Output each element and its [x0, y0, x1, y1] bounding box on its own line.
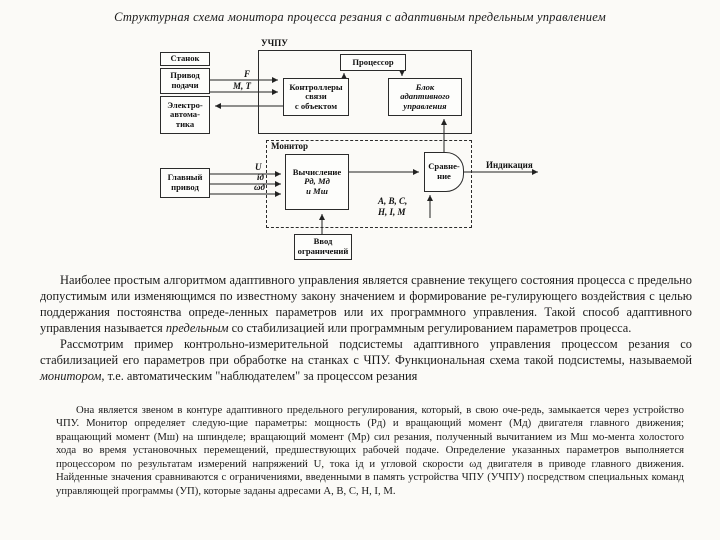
box-object-controllers-label2: связи: [305, 91, 327, 102]
signal-f: [244, 69, 250, 79]
box-adaptive-control: [388, 78, 462, 116]
box-stanok-label: Станок: [170, 53, 200, 64]
box-compute: [285, 154, 349, 210]
box-adaptive-control-label2: адаптивного: [400, 91, 450, 102]
box-constraints-input: [294, 234, 352, 260]
signal-f-text: F: [244, 69, 251, 79]
box-stanok: [160, 52, 210, 66]
signal-mt-text: M, T: [233, 81, 251, 91]
indication-label: [486, 160, 533, 170]
box-electroautomatics-label2: автома-: [170, 109, 200, 120]
signal-addresses-abc: [378, 196, 407, 206]
box-object-controllers-label3: с объектом: [294, 100, 338, 111]
signal-id: [257, 172, 264, 182]
box-compute-label2: Pд, Mд: [304, 176, 330, 187]
box-feed-drive-label: Привод: [170, 70, 200, 81]
monitor-label: [271, 141, 308, 151]
box-compare-label: Сравне-: [428, 161, 460, 172]
paragraph-1: [40, 272, 692, 336]
box-object-controllers-label: Контроллеры: [289, 81, 343, 92]
box-compute-label: Вычисление: [292, 166, 342, 177]
paragraph-2: [40, 336, 692, 384]
page-title: [0, 10, 720, 25]
box-constraints-input-label2: ограничений: [297, 246, 349, 256]
signal-wd-text: ωд: [254, 182, 265, 192]
box-feed-drive: [160, 68, 210, 94]
signal-wd: [254, 182, 265, 192]
box-constraints-input-label: Ввод: [313, 236, 333, 247]
box-object-controllers: [283, 78, 349, 116]
uchpu-label-text: УЧПУ: [261, 38, 288, 48]
box-electroautomatics-label: Электро-: [167, 99, 203, 110]
box-processor-label: Процессор: [352, 56, 394, 67]
page-title-text: Структурная схема монитора процесса резания с адаптивным предельным управлением: [114, 10, 606, 24]
box-main-drive-label: Главный: [167, 172, 203, 183]
box-compare: [424, 152, 464, 192]
box-feed-drive-label2: подачи: [171, 80, 199, 90]
paragraph-1-text: Наиболее простым алгоритмом адаптивного управления является сравнение текущего состояния процесса с предельно допустимым или изменяющимся по известному закону значением и формирование ре-гулирующего воздействия с целью поддержания постоянства опреде-ленных параметров или их программного управления. Такой способ адаптивного управления называется: [40, 273, 692, 335]
indication-label-text: Индикация: [486, 160, 533, 170]
paragraph-1-emphasis: предельным: [165, 321, 229, 335]
signal-addresses-abc-text: A, B, C,: [378, 196, 408, 206]
paragraph-3-text: Она является звеном в контуре адаптивного предельного регулирования, который, в свою оче-редь, замыкается через устройство ЧПУ. Монитор определяет следую-щие параметры: мощность (Pд) и вращающий момент (Mд) двигателя главного движения; вращающий момент (Mш) на шпинделе; вращающий момент (Mр) сил резания, полученный вычитанием из Mш мо-мента холостого хода во время установочных перемещений, предшествующих рабочей подаче. Определение указанных параметров выполняется процессором по результатам измерений напряжений U, тока iд и угловой скорости ωд двигателя в приводе главного движения. Найденные значения сравниваются с ограничениями, введенными в память устройства ЧПУ (УЧПУ) посредством специальных команд управляющей программы (УП), которые заданы адресами A, B, C, H, I, M.: [56, 404, 684, 497]
signal-u: [255, 162, 262, 172]
paragraph-2-text: Рассмотрим пример контрольно-измерительной подсистемы адаптивного управления процессом резания со стабилизацией его параметров при обработке на станках с ЧПУ. Функциональная схема такой подсистемы, называемой: [40, 337, 692, 367]
box-electroautomatics-label3: тика: [175, 118, 195, 129]
signal-addresses-him: [378, 207, 406, 217]
box-main-drive: [160, 168, 210, 198]
signal-mt: [233, 81, 251, 91]
paragraph-3: [56, 404, 684, 498]
signal-addresses-him-text: H, I, M: [378, 207, 406, 217]
box-adaptive-control-label: Блок: [415, 81, 435, 92]
box-adaptive-control-label3: управления: [403, 100, 447, 111]
fine-print-text: [56, 404, 684, 498]
body-text: [40, 272, 692, 384]
box-compute-label3: и Mш: [306, 185, 328, 196]
box-compare-label2: ние: [437, 171, 451, 181]
signal-u-text: U: [255, 162, 262, 172]
paragraph-1-text2: со стабилизацией или программным регулированием параметров процесса.: [228, 321, 632, 335]
signal-id-text: iд: [257, 172, 264, 182]
uchpu-label: [261, 38, 288, 48]
paragraph-2-emphasis: монитором: [40, 369, 102, 383]
box-electroautomatics: [160, 96, 210, 134]
monitor-label-text: Монитор: [271, 141, 309, 151]
paragraph-2-text2: , т.е. автоматическим "наблюдателем" за процессом резания: [101, 369, 418, 383]
box-main-drive-label2: привод: [171, 182, 199, 192]
block-diagram: [0, 36, 720, 268]
box-processor: [340, 54, 406, 71]
